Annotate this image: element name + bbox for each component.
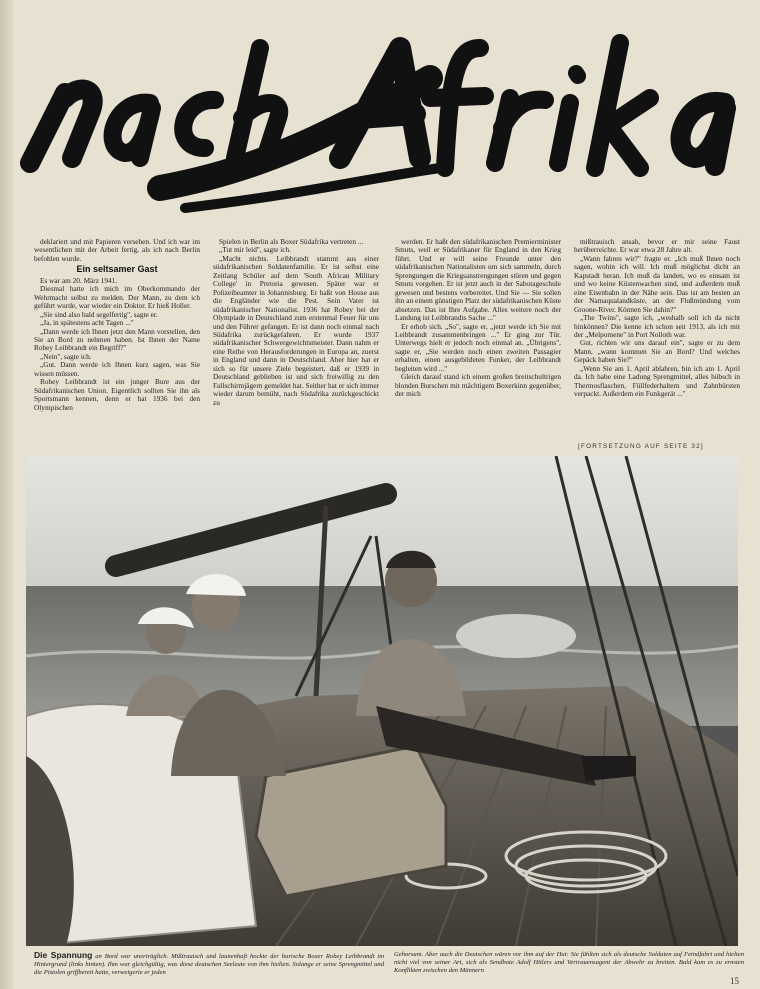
article-column-4: [574, 238, 740, 452]
caption-lead: Die Spannung: [34, 950, 93, 960]
paragraph: „Sie sind also bald segelfertig", sagte er.: [40, 309, 158, 319]
paragraph: „Ja, in spätestens acht Tagen ...": [40, 318, 134, 328]
paragraph: „Nein", sagte ich.: [40, 351, 92, 361]
paragraph: Er erhob sich. „So", sagte er, „jetzt werde ich Sie mit Leibbrandt zusammenbringen ..." Er ging zur Tür. Unterwegs hielt er jedoch noch einmal an. „Übrigens", sagte er, „Sie werden noch einen zweiten Passagier erhalten, einen ausgebildeten Funker, der Leibbrandt begleiten wird ...": [395, 321, 561, 373]
boat-photograph: [26, 456, 738, 946]
continuation-note: [FORTSETZUNG AUF SEITE 32]: [578, 443, 704, 450]
caption-text: an Bord war unerträglich. Mißtrauisch und launenhaft hockte der burische Boxer Robey Leibbrandt im Hintergrund (links hinten). Ihm war gleichgültig, was diese deutschen Seeleute von ihm hielten. Solange er seine Sprengmittel und die Pistolen griffbereit hatte, verweigerte er jeden: [34, 953, 385, 977]
photo-caption-right: Gehorsam. Aber auch die Deutschen wären vor ihm auf der Hut: Sie fühlten sich als deutsche Soldaten auf Feindfahrt und hielten nicht viel von seiner Art, sich als Sendbote Adolf Hitlers und Vertrauensagent der Abwehr zu breiten. Bald kam es zu ernsten Konflikten zwischen den Männern: [394, 951, 744, 975]
paragraph: „Wenn Sie am 1. April ablahren, bin ich am 1. April da. Ich habe eine Ladung Sprengmittel, alles hübsch in Thermosflaschen, Füllfederhaltern und Zahnbürsten verpackt. Außerdem ein Funkgerät ...": [574, 363, 740, 399]
paragraph: „Gut. Dann werde ich Ihnen kurz sagen, was Sie wissen müssen.: [34, 360, 200, 378]
paragraph: Spielen in Berlin als Boxer Südafrika vertreten ...: [219, 238, 364, 246]
article-column-2: [213, 238, 379, 452]
page-number: 15: [730, 976, 739, 986]
paragraph: „Wann fahren wir?" fragte er. „Ich muß Ihnen noch sagen, wohin ich will. Ich muß möglichst dicht an Kapstadt heran. Ich muß da landen, wo es einsam ist und wo keine Küstenwachen sind, und außerdem muß eine Eisenbahn in der Nähe sein. Das ist am besten an der Namaqualandküste, an der Flußmündung vom Groone-River. Können Sie dahin?": [574, 253, 740, 314]
paragraph: Robey Leibbrandt ist ein junger Bure aus der Südafrikanischen Union. Eigentlich sollten Sie ihn als Sportsmann kennen, denn er hat 1936 bei den Olympischen: [34, 377, 200, 412]
article-column-3: [395, 238, 561, 452]
paragraph: Diesmal hatte ich mich im Oberkommando der Wehrmacht selbst zu melden. Der Mann, zu dem ich geführt wurde, war wieder ein Doktor. Er hieß Holler.: [34, 284, 200, 311]
paragraph: Gleich darauf stand ich einem großen breitschultrigen blonden Burschen mit mächtigem Boxerkinn gegenüber, der mich: [395, 372, 561, 399]
paragraph: mißtrauisch ansah, bevor er mir seine Faust herüberreichte. Er war etwa 28 Jahre alt.: [574, 238, 740, 255]
paragraph: „Dann werde ich Ihnen jetzt den Mann vorstellen, den Sie an Bord zu nehmen haben. Ist Ihnen der Name Robey Leibbrandt ein Begriff?": [34, 326, 200, 353]
paragraph: „Macht nichts. Leibbrandt stammt aus einer südafrikanischen Soldatenfamilie. Er ist selbst eine Zeitlang Schüler auf dem 'South African Military College' in Pretoria gewesen. Später war er Polizeibeamter in Johannisburg. Er haßt von House aus die Engländer wie die Pest. Sein Vater ist südafrikanischer Nationalist. 1936 hat Robey bei der Olympiade in Deutschland zum erstenmal Feuer für uns und den Führer gefangen. Er ist dann noch einmal nach Südafrika zurückgefahren. Er wurde 1937 südafrikanischer Schwergewichtsmeister. Dann nahm er eine Reihe von Herausforderungen in Europa an, zuerst in England und dann in Deutschland. Aber hier hat er sich so für unsere Ziele begeistert, daß er 1939 in Deutschland geblieben ist und sich freiwillig zu den Fallschirmjägern gemeldet hat. Seither hat er sich immer wieder darum bemüht, nach Südafrika zurückgeschickt zu: [213, 253, 379, 407]
subheading: Ein seltsamer Gast: [76, 264, 158, 275]
paragraph: Gut, richten wir uns darauf ein", sagte er zu dem Mann, „wann kommen Sie an Bord? Und welches Gepäck haben Sie?": [574, 338, 740, 365]
photo-caption-left: [34, 951, 384, 978]
paragraph: werden. Er haßt den südafrikanischen Premierminister Smuts, weil er Südafrikaner für England in den Krieg führt. Und er will seine Freunde unter den südafrikanischen Nationalisten um sich sammeln, durch Sprengungen die Kriegsanstrengungen stören und gegen Smuts vorgehen. Er ist jetzt auch in der Sabotageschule gewesen und bestens vorbereitet. Und Sie — Sie sollen ihn an einem günstigen Platz der südafrikanischen Küste absetzen. Das ist Ihre Aufgabe. Alles weitere noch der Landung ist Leibbrandts Sache ...": [395, 238, 561, 323]
headline: [10, 18, 750, 228]
photo-illustration: [26, 456, 738, 946]
headline-brush-lettering: [10, 18, 750, 228]
paragraph: deklariert und mit Papieren versehen. Und ich war im wesentlichen mit der Arbeit fertig, als ich nach Berlin befohlen wurde.: [34, 238, 200, 263]
paragraph: Es war am 20. März 1941.: [40, 275, 118, 285]
paragraph: „Tut mir leid", sagte ich.: [219, 245, 292, 255]
article-column-1: [34, 238, 200, 452]
paragraph: „The Twins", sagte ich, „weshalb soll ich da nicht hinkönnen? Die kenne ich schon seit 1913, als ich mit der „Melpomene" in Port Nolloth war.: [574, 313, 740, 339]
